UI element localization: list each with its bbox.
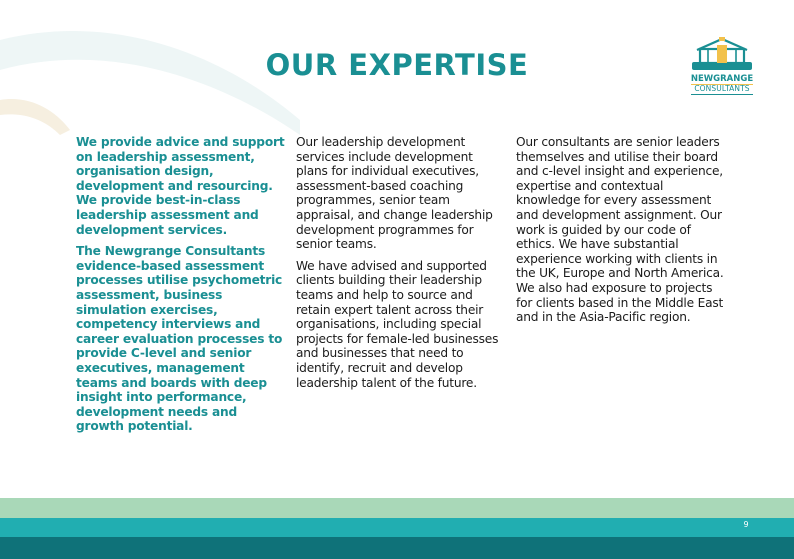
page-number: 9 [743,520,749,529]
column-intro [76,135,286,441]
logo-rule-bottom [691,94,753,95]
development-paragraph-1: Our leadership development services include development plans for individual executives, assessment-based coaching programmes, senior team appraisal, and change leadership development programmes for senior teams. [296,135,493,252]
column-development [296,135,506,397]
castle-icon [686,36,758,74]
logo-cap [719,37,725,41]
page-title: OUR EXPERTISE [265,48,529,82]
footer-band-mint [0,498,794,518]
intro-paragraph-1: We provide advice and support on leadership assessment, organisation design, development and resourcing. We provide best-in-class leadership assessment and development services. [76,135,285,237]
logo-line2: CONSULTANTS [694,84,750,93]
column-consultants [516,135,726,332]
development-paragraph-2: We have advised and supported clients building their leadership teams and help to source and retain expert talent across their organisations, including special projects for female-led businesses and businesses that need to identify, recruit and develop leadership talent of the future. [296,258,499,390]
footer-band-dark [0,537,794,559]
logo-gate [717,45,727,63]
footer-band-teal [0,518,794,537]
consultants-paragraph-1: Our consultants are senior leaders themselves and utilise their board and c-level insight and experience, expertise and contextual knowledge for every assessment and development assignment. Our work is guided by our code of ethics. We have substantial experience working with clients in the UK, Europe and North America. We also had exposure to projects for clients based in the Middle East and in the Asia-Pacific region. [516,135,724,325]
intro-paragraph-2: The Newgrange Consultants evidence-based assessment processes utilise psychometric assessment, business simulation exercises, competency interviews and career evaluation processes to provide C-level and senior executives, management teams and boards with deep insight into performance, development needs and growth potential. [76,244,283,434]
company-logo [686,36,758,102]
logo-line1: NEWGRANGE [690,74,754,84]
